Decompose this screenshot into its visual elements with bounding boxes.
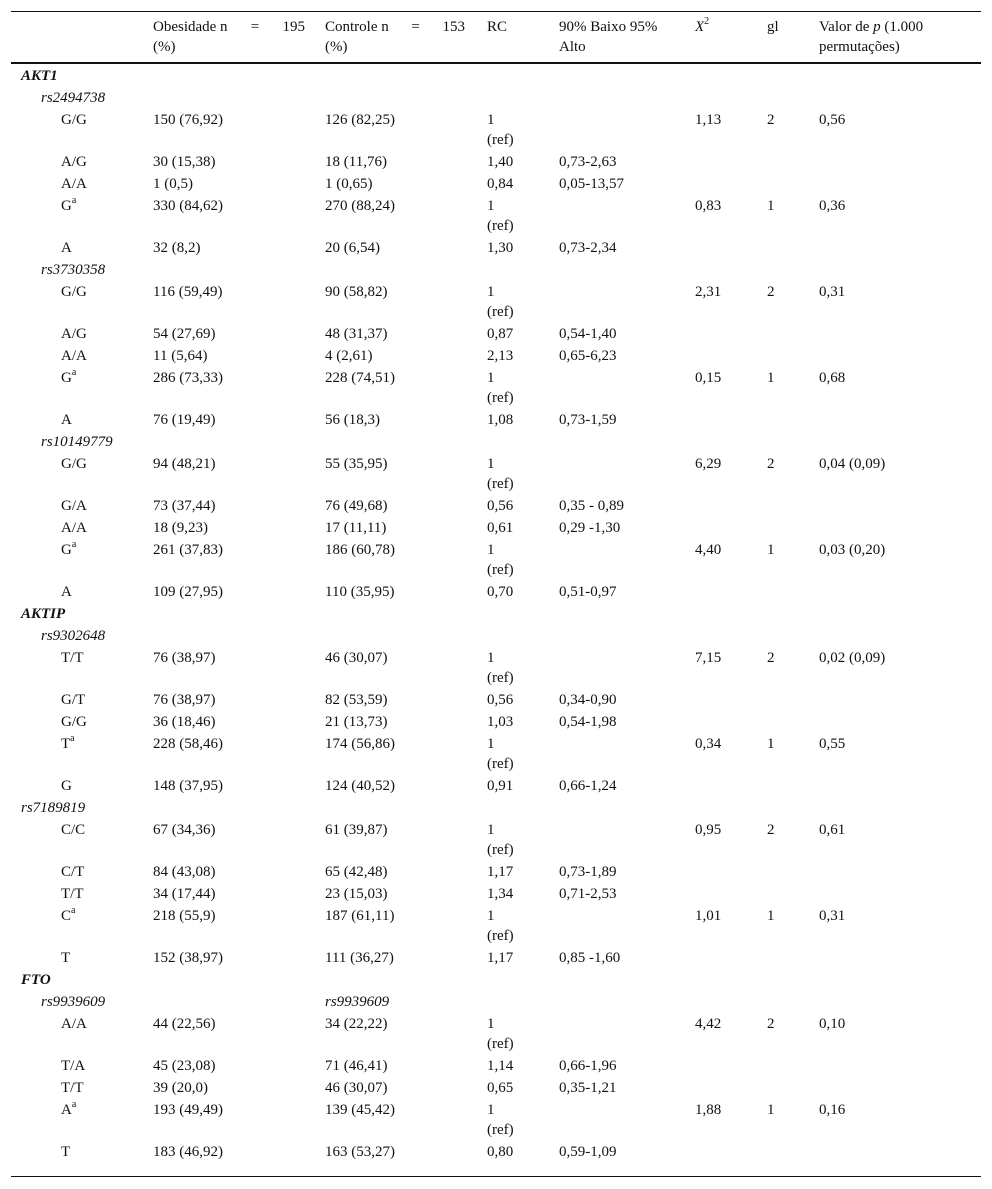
gl-value: 1 xyxy=(767,198,775,214)
rc-value: 1,17 xyxy=(487,950,514,966)
header-control-label: Controle n xyxy=(325,19,389,35)
header-obesity-equals: = xyxy=(250,19,260,35)
p-value: 0,03 (0,20) xyxy=(819,542,886,558)
rc-reference: (ref) xyxy=(487,928,514,944)
control-value: 174 (56,86) xyxy=(325,736,395,752)
obesity-value: 1 (0,5) xyxy=(153,176,193,192)
obesity-value: 193 (49,49) xyxy=(153,1102,223,1118)
genotype-label: G xyxy=(61,542,72,558)
rc-value: 0,56 xyxy=(487,692,514,708)
chi-square-value: 2,31 xyxy=(695,284,722,300)
allele-cell xyxy=(61,540,76,560)
allele-footnote-marker: a xyxy=(71,195,77,206)
control-value: 76 (49,68) xyxy=(325,498,388,514)
control-value: 21 (13,73) xyxy=(325,714,388,730)
rc-value: 1 xyxy=(487,112,495,128)
obesity-value: 11 (5,64) xyxy=(153,348,208,364)
p-value: 0,04 (0,09) xyxy=(819,456,886,472)
obesity-value: 54 (27,69) xyxy=(153,326,216,342)
control-value: 124 (40,52) xyxy=(325,778,395,794)
rc-value: 1 xyxy=(487,456,495,472)
genotype-label: T/T xyxy=(61,886,84,902)
genotype-label: C xyxy=(61,908,72,924)
genotype-label: C/T xyxy=(61,864,85,880)
obesity-value: 152 (38,97) xyxy=(153,950,223,966)
ci-value: 0,85 -1,60 xyxy=(559,950,621,966)
p-value: 0,31 xyxy=(819,284,846,300)
genotype-label: G/T xyxy=(61,692,86,708)
genotype-label: T/A xyxy=(61,1058,86,1074)
control-value: 228 (74,51) xyxy=(325,370,395,386)
rc-value: 1 xyxy=(487,736,495,752)
genotype-label: A xyxy=(61,1102,72,1118)
genotype-label: T xyxy=(61,950,71,966)
allele-cell xyxy=(61,368,76,388)
bottom-rule xyxy=(11,1176,981,1177)
chi-square-value: 1,88 xyxy=(695,1102,722,1118)
rc-reference: (ref) xyxy=(487,218,514,234)
control-value: 46 (30,07) xyxy=(325,650,388,666)
obesity-value: 109 (27,95) xyxy=(153,584,223,600)
obesity-value: 44 (22,56) xyxy=(153,1016,216,1032)
genotype-label: T xyxy=(61,1144,71,1160)
header-p-suffix: (1.000 xyxy=(880,19,924,35)
obesity-value: 183 (46,92) xyxy=(153,1144,223,1160)
rc-value: 1,14 xyxy=(487,1058,514,1074)
header-obesity-label: Obesidade n xyxy=(153,19,228,35)
obesity-value: 116 (59,49) xyxy=(153,284,223,300)
rc-value: 1 xyxy=(487,542,495,558)
ci-value: 0,65-6,23 xyxy=(559,348,617,364)
allele-cell xyxy=(61,196,76,216)
rc-reference: (ref) xyxy=(487,1122,514,1138)
chi-square-value: 4,42 xyxy=(695,1016,722,1032)
header-ci xyxy=(559,17,657,57)
gl-value: 2 xyxy=(767,456,775,472)
rc-reference: (ref) xyxy=(487,1036,514,1052)
chi-square-value: 1,01 xyxy=(695,908,722,924)
rc-reference: (ref) xyxy=(487,304,514,320)
gl-value: 2 xyxy=(767,650,775,666)
rc-value: 0,80 xyxy=(487,1144,514,1160)
top-rule xyxy=(11,11,981,12)
control-value: 71 (46,41) xyxy=(325,1058,388,1074)
header-rule xyxy=(11,62,981,64)
rc-reference: (ref) xyxy=(487,132,514,148)
header-control-percent: (%) xyxy=(325,39,348,55)
p-value: 0,02 (0,09) xyxy=(819,650,886,666)
control-value: 34 (22,22) xyxy=(325,1016,388,1032)
rc-reference: (ref) xyxy=(487,390,514,406)
header-obesity-n: 195 xyxy=(282,19,305,35)
gl-value: 2 xyxy=(767,112,775,128)
obesity-value: 218 (55,9) xyxy=(153,908,216,924)
header-obesity-percent: (%) xyxy=(153,39,176,55)
allele-cell xyxy=(61,906,75,926)
genotype-label: G xyxy=(61,198,72,214)
rc-reference: (ref) xyxy=(487,756,514,772)
rc-value: 0,61 xyxy=(487,520,514,536)
control-value: 48 (31,37) xyxy=(325,326,388,342)
p-value: 0,36 xyxy=(819,198,846,214)
rc-reference: (ref) xyxy=(487,670,514,686)
allele-footnote-marker: a xyxy=(71,1099,77,1110)
gl-value: 2 xyxy=(767,284,775,300)
header-p-value xyxy=(819,17,923,57)
ci-value: 0,73-2,34 xyxy=(559,240,617,256)
control-value: 270 (88,24) xyxy=(325,198,395,214)
genotype-label: A/A xyxy=(61,520,87,536)
rc-value: 1 xyxy=(487,822,495,838)
ci-value: 0,05-13,57 xyxy=(559,176,624,192)
chi-square-value: 6,29 xyxy=(695,456,722,472)
ci-value: 0,29 -1,30 xyxy=(559,520,621,536)
ci-value: 0,73-1,89 xyxy=(559,864,617,880)
obesity-value: 32 (8,2) xyxy=(153,240,201,256)
gl-value: 1 xyxy=(767,1102,775,1118)
header-control xyxy=(325,17,465,57)
genotype-association-table xyxy=(11,0,981,1189)
genotype-label: G/G xyxy=(61,456,87,472)
allele-footnote-marker: a xyxy=(71,539,77,550)
gl-value: 1 xyxy=(767,370,775,386)
rc-value: 0,65 xyxy=(487,1080,514,1096)
ci-value: 0,34-0,90 xyxy=(559,692,617,708)
chi-square-value: 1,13 xyxy=(695,112,722,128)
p-value: 0,56 xyxy=(819,112,846,128)
control-value: 1 (0,65) xyxy=(325,176,373,192)
chi-square-value: 4,40 xyxy=(695,542,722,558)
genotype-label: A/A xyxy=(61,348,87,364)
obesity-value: 36 (18,46) xyxy=(153,714,216,730)
chi-square-value: 0,95 xyxy=(695,822,722,838)
snp-label: rs10149779 xyxy=(41,434,113,450)
rc-value: 1,08 xyxy=(487,412,514,428)
genotype-label: G/G xyxy=(61,714,87,730)
rc-value: 1 xyxy=(487,370,495,386)
chi-square-value: 0,15 xyxy=(695,370,722,386)
control-value: 17 (11,11) xyxy=(325,520,387,536)
gene-label: AKT1 xyxy=(21,68,58,84)
rc-value: 1,17 xyxy=(487,864,514,880)
ci-value: 0,51-0,97 xyxy=(559,584,617,600)
genotype-label: T xyxy=(61,736,71,752)
genotype-label: A xyxy=(61,240,72,256)
obesity-value: 39 (20,0) xyxy=(153,1080,208,1096)
obesity-value: 18 (9,23) xyxy=(153,520,208,536)
p-value: 0,31 xyxy=(819,908,846,924)
control-value: 61 (39,87) xyxy=(325,822,388,838)
control-value: 55 (35,95) xyxy=(325,456,388,472)
genotype-label: A xyxy=(61,584,72,600)
control-value: 139 (45,42) xyxy=(325,1102,395,1118)
ci-value: 0,66-1,24 xyxy=(559,778,617,794)
p-value: 0,16 xyxy=(819,1102,846,1118)
allele-cell xyxy=(61,734,75,754)
control-value: 20 (6,54) xyxy=(325,240,380,256)
gl-value: 1 xyxy=(767,736,775,752)
genotype-label: T/T xyxy=(61,650,84,666)
control-value: 90 (58,82) xyxy=(325,284,388,300)
rc-value: 0,56 xyxy=(487,498,514,514)
rc-value: 0,87 xyxy=(487,326,514,342)
allele-footnote-marker: a xyxy=(71,367,77,378)
gl-value: 1 xyxy=(767,908,775,924)
gl-value: 1 xyxy=(767,542,775,558)
rc-reference: (ref) xyxy=(487,562,514,578)
obesity-value: 76 (38,97) xyxy=(153,692,216,708)
header-chi-symbol: X xyxy=(695,19,705,35)
header-rc-label: RC xyxy=(487,19,508,35)
genotype-label: C/C xyxy=(61,822,86,838)
genotype-label: G/G xyxy=(61,284,87,300)
obesity-value: 76 (19,49) xyxy=(153,412,216,428)
ci-value: 0,35-1,21 xyxy=(559,1080,617,1096)
rc-value: 1 xyxy=(487,198,495,214)
obesity-value: 330 (84,62) xyxy=(153,198,223,214)
rc-value: 1,40 xyxy=(487,154,514,170)
snp-label-control: rs9939609 xyxy=(325,994,390,1010)
header-rc xyxy=(487,17,507,37)
header-ci-line1: 90% Baixo 95% xyxy=(559,19,658,35)
control-value: 163 (53,27) xyxy=(325,1144,395,1160)
genotype-label: G/G xyxy=(61,112,87,128)
control-value: 23 (15,03) xyxy=(325,886,388,902)
header-obesity xyxy=(153,17,305,57)
obesity-value: 286 (73,33) xyxy=(153,370,223,386)
obesity-value: 261 (37,83) xyxy=(153,542,223,558)
genotype-label: G xyxy=(61,370,72,386)
rc-value: 1 xyxy=(487,650,495,666)
control-value: 186 (60,78) xyxy=(325,542,395,558)
chi-square-value: 0,83 xyxy=(695,198,722,214)
rc-value: 1 xyxy=(487,1102,495,1118)
header-p-prefix: Valor de xyxy=(819,19,874,35)
obesity-value: 34 (17,44) xyxy=(153,886,216,902)
p-value: 0,55 xyxy=(819,736,846,752)
ci-value: 0,71-2,53 xyxy=(559,886,617,902)
genotype-label: G/A xyxy=(61,498,87,514)
snp-label: rs7189819 xyxy=(21,800,86,816)
control-value: 46 (30,07) xyxy=(325,1080,388,1096)
control-value: 4 (2,61) xyxy=(325,348,373,364)
chi-square-value: 0,34 xyxy=(695,736,722,752)
control-value: 126 (82,25) xyxy=(325,112,395,128)
header-chi-superscript: 2 xyxy=(704,16,710,27)
obesity-value: 94 (48,21) xyxy=(153,456,216,472)
obesity-value: 67 (34,36) xyxy=(153,822,216,838)
genotype-label: A xyxy=(61,412,72,428)
rc-reference: (ref) xyxy=(487,842,514,858)
snp-label: rs9939609 xyxy=(41,994,106,1010)
obesity-value: 148 (37,95) xyxy=(153,778,223,794)
obesity-value: 30 (15,38) xyxy=(153,154,216,170)
gene-label: AKTIP xyxy=(21,606,66,622)
ci-value: 0,54-1,40 xyxy=(559,326,617,342)
rc-value: 0,70 xyxy=(487,584,514,600)
header-p-line2: permutações) xyxy=(819,39,900,55)
snp-label: rs3730358 xyxy=(41,262,106,278)
p-value: 0,68 xyxy=(819,370,846,386)
ci-value: 0,73-2,63 xyxy=(559,154,617,170)
obesity-value: 84 (43,08) xyxy=(153,864,216,880)
control-value: 56 (18,3) xyxy=(325,412,380,428)
gl-value: 2 xyxy=(767,1016,775,1032)
rc-value: 0,84 xyxy=(487,176,514,192)
header-gl xyxy=(767,17,779,37)
snp-label: rs9302648 xyxy=(41,628,106,644)
rc-value: 1,03 xyxy=(487,714,514,730)
header-p-italic: p xyxy=(873,19,881,35)
ci-value: 0,66-1,96 xyxy=(559,1058,617,1074)
allele-footnote-marker: a xyxy=(71,905,76,916)
rc-value: 1 xyxy=(487,908,495,924)
p-value: 0,61 xyxy=(819,822,846,838)
allele-footnote-marker: a xyxy=(70,733,75,744)
genotype-label: A/A xyxy=(61,1016,87,1032)
obesity-value: 76 (38,97) xyxy=(153,650,216,666)
rc-value: 1,30 xyxy=(487,240,514,256)
rc-value: 2,13 xyxy=(487,348,514,364)
ci-value: 0,73-1,59 xyxy=(559,412,617,428)
obesity-value: 73 (37,44) xyxy=(153,498,216,514)
ci-value: 0,35 - 0,89 xyxy=(559,498,624,514)
genotype-label: G xyxy=(61,778,72,794)
control-value: 18 (11,76) xyxy=(325,154,387,170)
obesity-value: 228 (58,46) xyxy=(153,736,223,752)
ci-value: 0,59-1,09 xyxy=(559,1144,617,1160)
control-value: 187 (61,11) xyxy=(325,908,395,924)
rc-reference: (ref) xyxy=(487,476,514,492)
header-gl-label: gl xyxy=(767,19,779,35)
chi-square-value: 7,15 xyxy=(695,650,722,666)
control-value: 111 (36,27) xyxy=(325,950,394,966)
gene-label: FTO xyxy=(21,972,51,988)
obesity-value: 150 (76,92) xyxy=(153,112,223,128)
genotype-label: A/G xyxy=(61,154,87,170)
rc-value: 1 xyxy=(487,284,495,300)
genotype-label: A/A xyxy=(61,176,87,192)
ci-value: 0,54-1,98 xyxy=(559,714,617,730)
header-control-n: 153 xyxy=(442,19,465,35)
header-chi-square xyxy=(695,17,709,37)
control-value: 110 (35,95) xyxy=(325,584,395,600)
rc-value: 1,34 xyxy=(487,886,514,902)
control-value: 82 (53,59) xyxy=(325,692,388,708)
obesity-value: 45 (23,08) xyxy=(153,1058,216,1074)
gl-value: 2 xyxy=(767,822,775,838)
rc-value: 0,91 xyxy=(487,778,514,794)
rc-value: 1 xyxy=(487,1016,495,1032)
header-control-equals: = xyxy=(411,19,420,35)
genotype-label: T/T xyxy=(61,1080,84,1096)
header-ci-line2: Alto xyxy=(559,39,586,55)
snp-label: rs2494738 xyxy=(41,90,106,106)
p-value: 0,10 xyxy=(819,1016,846,1032)
genotype-label: A/G xyxy=(61,326,87,342)
control-value: 65 (42,48) xyxy=(325,864,388,880)
allele-cell xyxy=(61,1100,76,1120)
